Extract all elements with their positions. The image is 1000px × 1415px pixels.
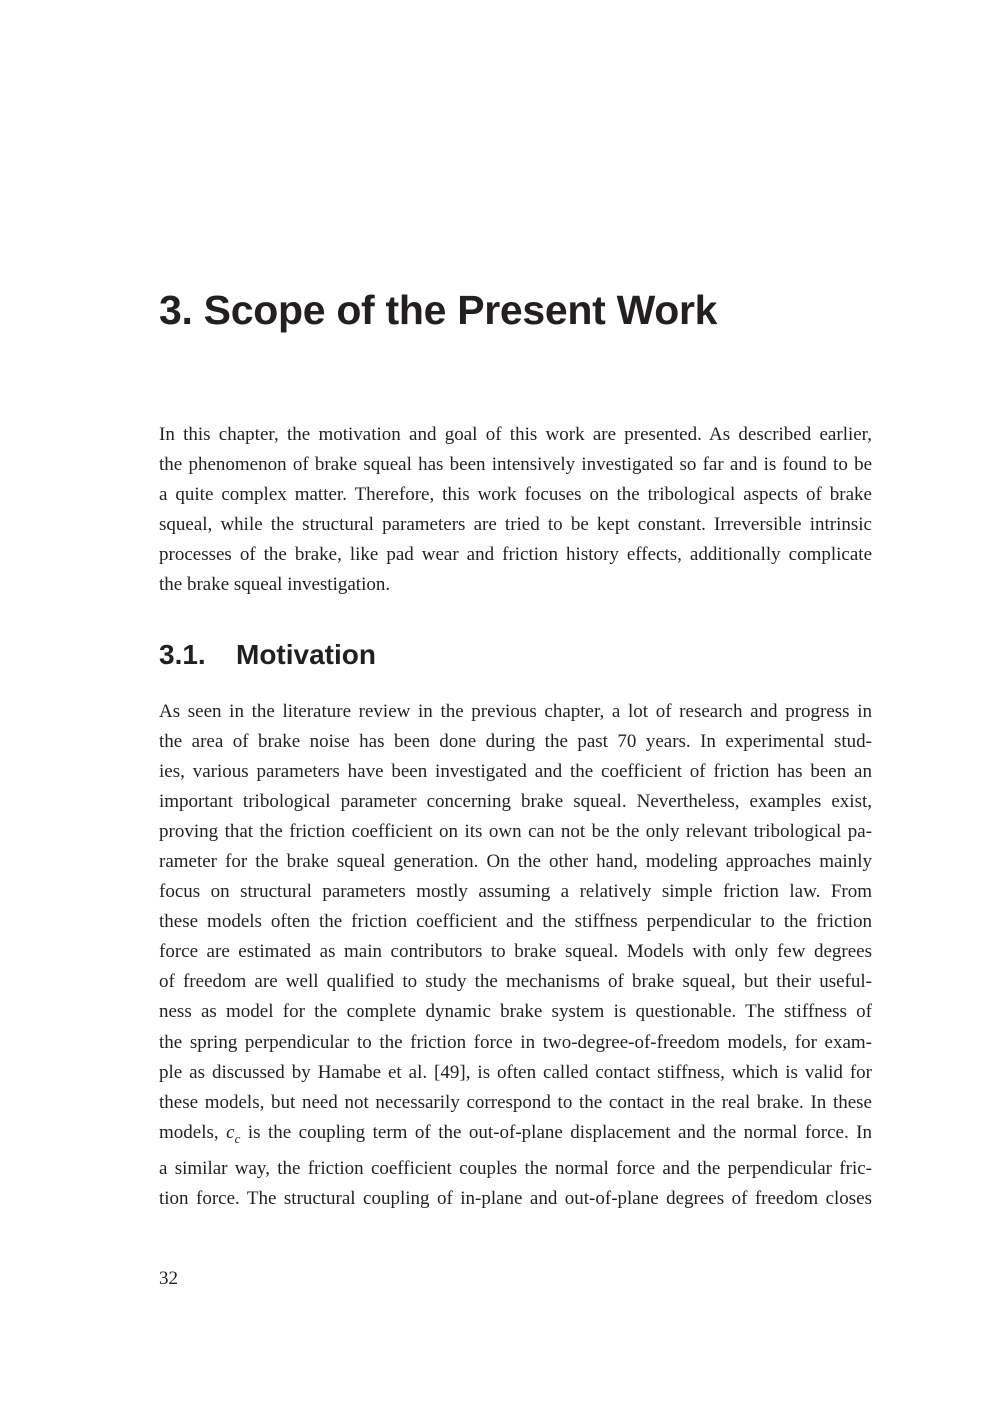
text-line: ness as model for the complete dynamic brake system is questionable. The stiffness of [159, 1001, 872, 1023]
section-heading [159, 636, 376, 674]
text-line: force are estimated as main contributors to brake squeal. Models with only few degrees [159, 941, 872, 963]
text-line: tion force. The structural coupling of in-plane and out-of-plane degrees of freedom closes [159, 1187, 872, 1209]
math-text-line [159, 1118, 872, 1154]
motivation-paragraph [159, 697, 872, 1214]
text-line: the phenomenon of brake squeal has been intensively investigated so far and is found to be [159, 454, 872, 476]
text-line: the spring perpendicular to the friction force in two-degree-of-freedom models, for exam- [159, 1031, 872, 1053]
text-line: these models often the friction coefficient and the stiffness perpendicular to the friction [159, 911, 872, 933]
text-line: squeal, while the structural parameters are tried to be kept constant. Irreversible intrinsic [159, 514, 872, 536]
text-line: the brake squeal investigation. [159, 574, 391, 596]
chapter-title: 3. Scope of the Present Work [159, 287, 718, 333]
text-line: ies, various parameters have been investigated and the coefficient of friction has been an [159, 761, 872, 783]
text-line: a quite complex matter. Therefore, this work focuses on the tribological aspects of brake [159, 484, 872, 506]
text-line: important tribological parameter concerning brake squeal. Nevertheless, examples exist, [159, 791, 872, 813]
text-line: of freedom are well qualified to study the mechanisms of brake squeal, but their useful- [159, 971, 872, 993]
text-line: rameter for the brake squeal generation. On the other hand, modeling approaches mainly [159, 851, 872, 873]
text-line: a similar way, the friction coefficient couples the normal force and the perpendicular fric- [159, 1157, 872, 1179]
math-line-before: models, [159, 1121, 219, 1143]
text-line: As seen in the literature review in the previous chapter, a lot of research and progress in [159, 701, 872, 722]
text-line: processes of the brake, like pad wear and friction history effects, additionally complicate [159, 544, 872, 566]
math-subscript: c [234, 1130, 241, 1146]
intro-paragraph [159, 420, 872, 600]
math-line-after: is the coupling term of the out-of-plane displacement and the normal force. In [247, 1121, 872, 1143]
text-line: ple as discussed by Hamabe et al. [49], is often called contact stiffness, which is valid for [159, 1061, 872, 1083]
section-title: Motivation [236, 639, 376, 670]
page-number: 32 [159, 1268, 178, 1289]
text-line: focus on structural parameters mostly assuming a relatively simple friction law. From [159, 881, 872, 903]
text-line: the area of brake noise has been done during the past 70 years. In experimental stud- [159, 731, 872, 753]
section-number: 3.1. [159, 639, 206, 670]
text-line: proving that the friction coefficient on its own can not be the only relevant tribological pa- [159, 821, 872, 843]
text-line: these models, but need not necessarily correspond to the contact in the real brake. In these [159, 1091, 872, 1113]
math-symbol: $c_c$ [226, 1121, 241, 1146]
text-line: In this chapter, the motivation and goal of this work are presented. As described earlier, [159, 424, 872, 445]
